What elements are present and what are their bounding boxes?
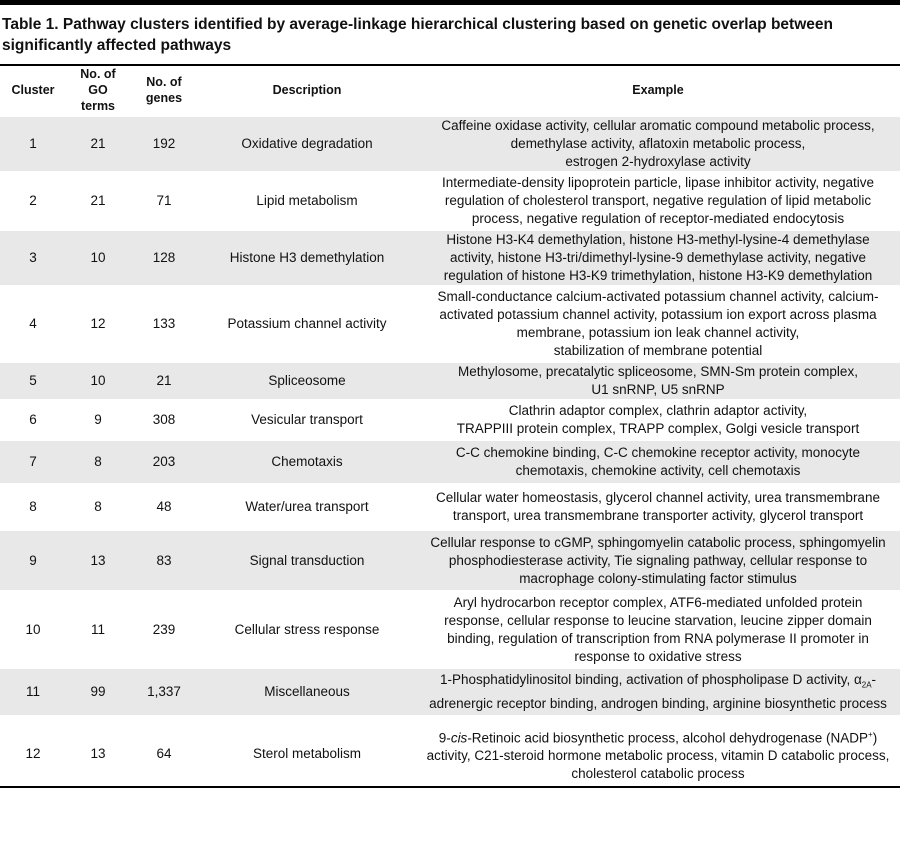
cell-go-terms: 8 bbox=[94, 499, 102, 514]
cell-example: Small-conductance calcium-activated potassium channel activity, calcium- activated potassium channel activity, potassium ion export across plasma membrane, potassium ion leak channel activity, stabilization of membrane potential bbox=[437, 289, 879, 358]
cell-genes: 83 bbox=[130, 530, 198, 592]
cell-go-terms: 9 bbox=[94, 412, 102, 427]
cell-go-terms: 10 bbox=[66, 362, 130, 401]
cell-example: Caffeine oxidase activity, cellular aromatic compound metabolic process, demethylase activity, aflatoxin metabolic process, estrogen 2-hydroxylase activity bbox=[416, 116, 900, 173]
table-row bbox=[0, 230, 900, 287]
table-row bbox=[0, 592, 900, 668]
cell-example: Clathrin adaptor complex, clathrin adaptor activity, TRAPPIII protein complex, TRAPP complex, Golgi vesicle transport bbox=[456, 403, 860, 436]
header-description: Description bbox=[272, 83, 342, 97]
header-example: Example bbox=[632, 83, 684, 97]
cell-genes: 203 bbox=[130, 440, 198, 485]
cell-cluster: 4 bbox=[29, 316, 37, 331]
cell-example: Methylosome, precatalytic spliceosome, SMN-Sm protein complex, U1 snRNP, U5 snRNP bbox=[416, 362, 900, 401]
cell-genes: 71 bbox=[156, 193, 172, 208]
header-cluster: Cluster bbox=[11, 83, 55, 97]
table-row bbox=[0, 530, 900, 592]
cell-cluster: 1 bbox=[0, 116, 66, 173]
cell-description: Potassium channel activity bbox=[227, 316, 387, 331]
header-go-terms: No. of GO terms bbox=[80, 67, 116, 113]
cell-description: Lipid metabolism bbox=[256, 193, 358, 208]
cell-description: Signal transduction bbox=[198, 530, 416, 592]
bottom-rule bbox=[0, 786, 900, 788]
cell-description: Spliceosome bbox=[198, 362, 416, 401]
table-row bbox=[0, 362, 900, 401]
cell-genes: 21 bbox=[130, 362, 198, 401]
cell-go-terms: 11 bbox=[90, 621, 105, 637]
table-row bbox=[0, 668, 900, 717]
cell-genes: 128 bbox=[130, 230, 198, 287]
table-row bbox=[0, 401, 900, 440]
cell-genes: 1,337 bbox=[130, 668, 198, 717]
table-row bbox=[0, 173, 900, 230]
cell-genes: 192 bbox=[130, 116, 198, 173]
cell-genes: 308 bbox=[152, 412, 176, 427]
cell-cluster: 11 bbox=[0, 668, 66, 717]
header-genes: No. of genes bbox=[145, 75, 183, 105]
cell-example: C-C chemokine binding, C-C chemokine receptor activity, monocyte chemotaxis, chemokine activity, cell chemotaxis bbox=[416, 440, 900, 485]
cell-genes: 64 bbox=[156, 746, 172, 762]
cell-example: Intermediate-density lipoprotein particle, lipase inhibitor activity, negative regulation of cholesterol transport, negative regulation of lipid metabolic process, negative regulation of receptor-mediated endocytosis bbox=[442, 175, 874, 226]
cell-example: 1-Phosphatidylinositol binding, activation of phospholipase D activity, $\alpha_{2A}-$ adrenergic receptor binding, androgen binding, arginine biosynthetic process bbox=[416, 668, 900, 717]
cell-genes: 239 bbox=[152, 621, 176, 637]
cell-cluster: 9 bbox=[0, 530, 66, 592]
cell-example: Histone H3-K4 demethylation, histone H3-methyl-lysine-4 demethylase activity, histone H3-tri/dimethyl-lysine-9 demethylase activity, negative regulation of histone H3-K9 trimethylation, histone H3-K9 demethylation bbox=[416, 230, 900, 287]
cell-go-terms: 10 bbox=[66, 230, 130, 287]
header-row bbox=[0, 66, 900, 116]
cell-example: Cellular response to cGMP, sphingomyelin catabolic process, sphingomyelin phosphodiesterase activity, Tie signaling pathway, cellular response to macrophage colony-stimulating factor stimulus bbox=[416, 530, 900, 592]
cell-description: Water/urea transport bbox=[245, 499, 369, 514]
table-row bbox=[0, 440, 900, 485]
cell-cluster: 12 bbox=[25, 746, 41, 762]
cell-description: Chemotaxis bbox=[198, 440, 416, 485]
top-rule bbox=[0, 0, 900, 5]
cell-go-terms: 13 bbox=[90, 746, 106, 762]
cell-cluster: 2 bbox=[29, 193, 37, 208]
cell-go-terms: 99 bbox=[66, 668, 130, 717]
cell-example: Cellular water homeostasis, glycerol channel activity, urea transmembrane transport, urea transmembrane transporter activity, glycerol transport bbox=[436, 490, 880, 523]
cell-description: Vesicular transport bbox=[251, 412, 363, 427]
cell-description: Oxidative degradation bbox=[198, 116, 416, 173]
table-caption: Table 1. Pathway clusters identified by average-linkage hierarchical clustering based on genetic overlap between significantly affected pathways bbox=[2, 16, 833, 54]
cell-example: 9-cis-Retinoic acid biosynthetic process, alcohol dehydrogenase (NADP+) activity, C21-steroid hormone metabolic process, vitamin D catabolic process, cholesterol catabolic process bbox=[426, 729, 890, 781]
cell-go-terms: 8 bbox=[66, 440, 130, 485]
cell-cluster: 7 bbox=[0, 440, 66, 485]
cell-example: Aryl hydrocarbon receptor complex, ATF6-mediated unfolded protein response, cellular response to leucine starvation, leucine zipper domain binding, regulation of transcription from RNA polymerase II promoter in response to oxidative stress bbox=[444, 594, 872, 664]
table-row bbox=[0, 717, 900, 791]
cell-genes: 48 bbox=[156, 499, 172, 514]
cell-cluster: 6 bbox=[29, 412, 37, 427]
cell-description: Miscellaneous bbox=[198, 668, 416, 717]
table-row bbox=[0, 485, 900, 530]
table-row bbox=[0, 116, 900, 173]
pathway-cluster-table bbox=[0, 66, 900, 791]
table-row bbox=[0, 287, 900, 362]
cell-cluster: 10 bbox=[25, 621, 41, 637]
cell-description: Cellular stress response bbox=[234, 621, 380, 637]
cell-go-terms: 21 bbox=[90, 193, 106, 208]
cell-cluster: 3 bbox=[0, 230, 66, 287]
cell-cluster: 5 bbox=[0, 362, 66, 401]
cell-go-terms: 21 bbox=[66, 116, 130, 173]
cell-go-terms: 13 bbox=[66, 530, 130, 592]
cell-description: Histone H3 demethylation bbox=[198, 230, 416, 287]
cell-genes: 133 bbox=[152, 316, 176, 331]
cell-go-terms: 12 bbox=[90, 316, 106, 331]
cell-cluster: 8 bbox=[29, 499, 37, 514]
cell-description: Sterol metabolism bbox=[252, 746, 362, 762]
